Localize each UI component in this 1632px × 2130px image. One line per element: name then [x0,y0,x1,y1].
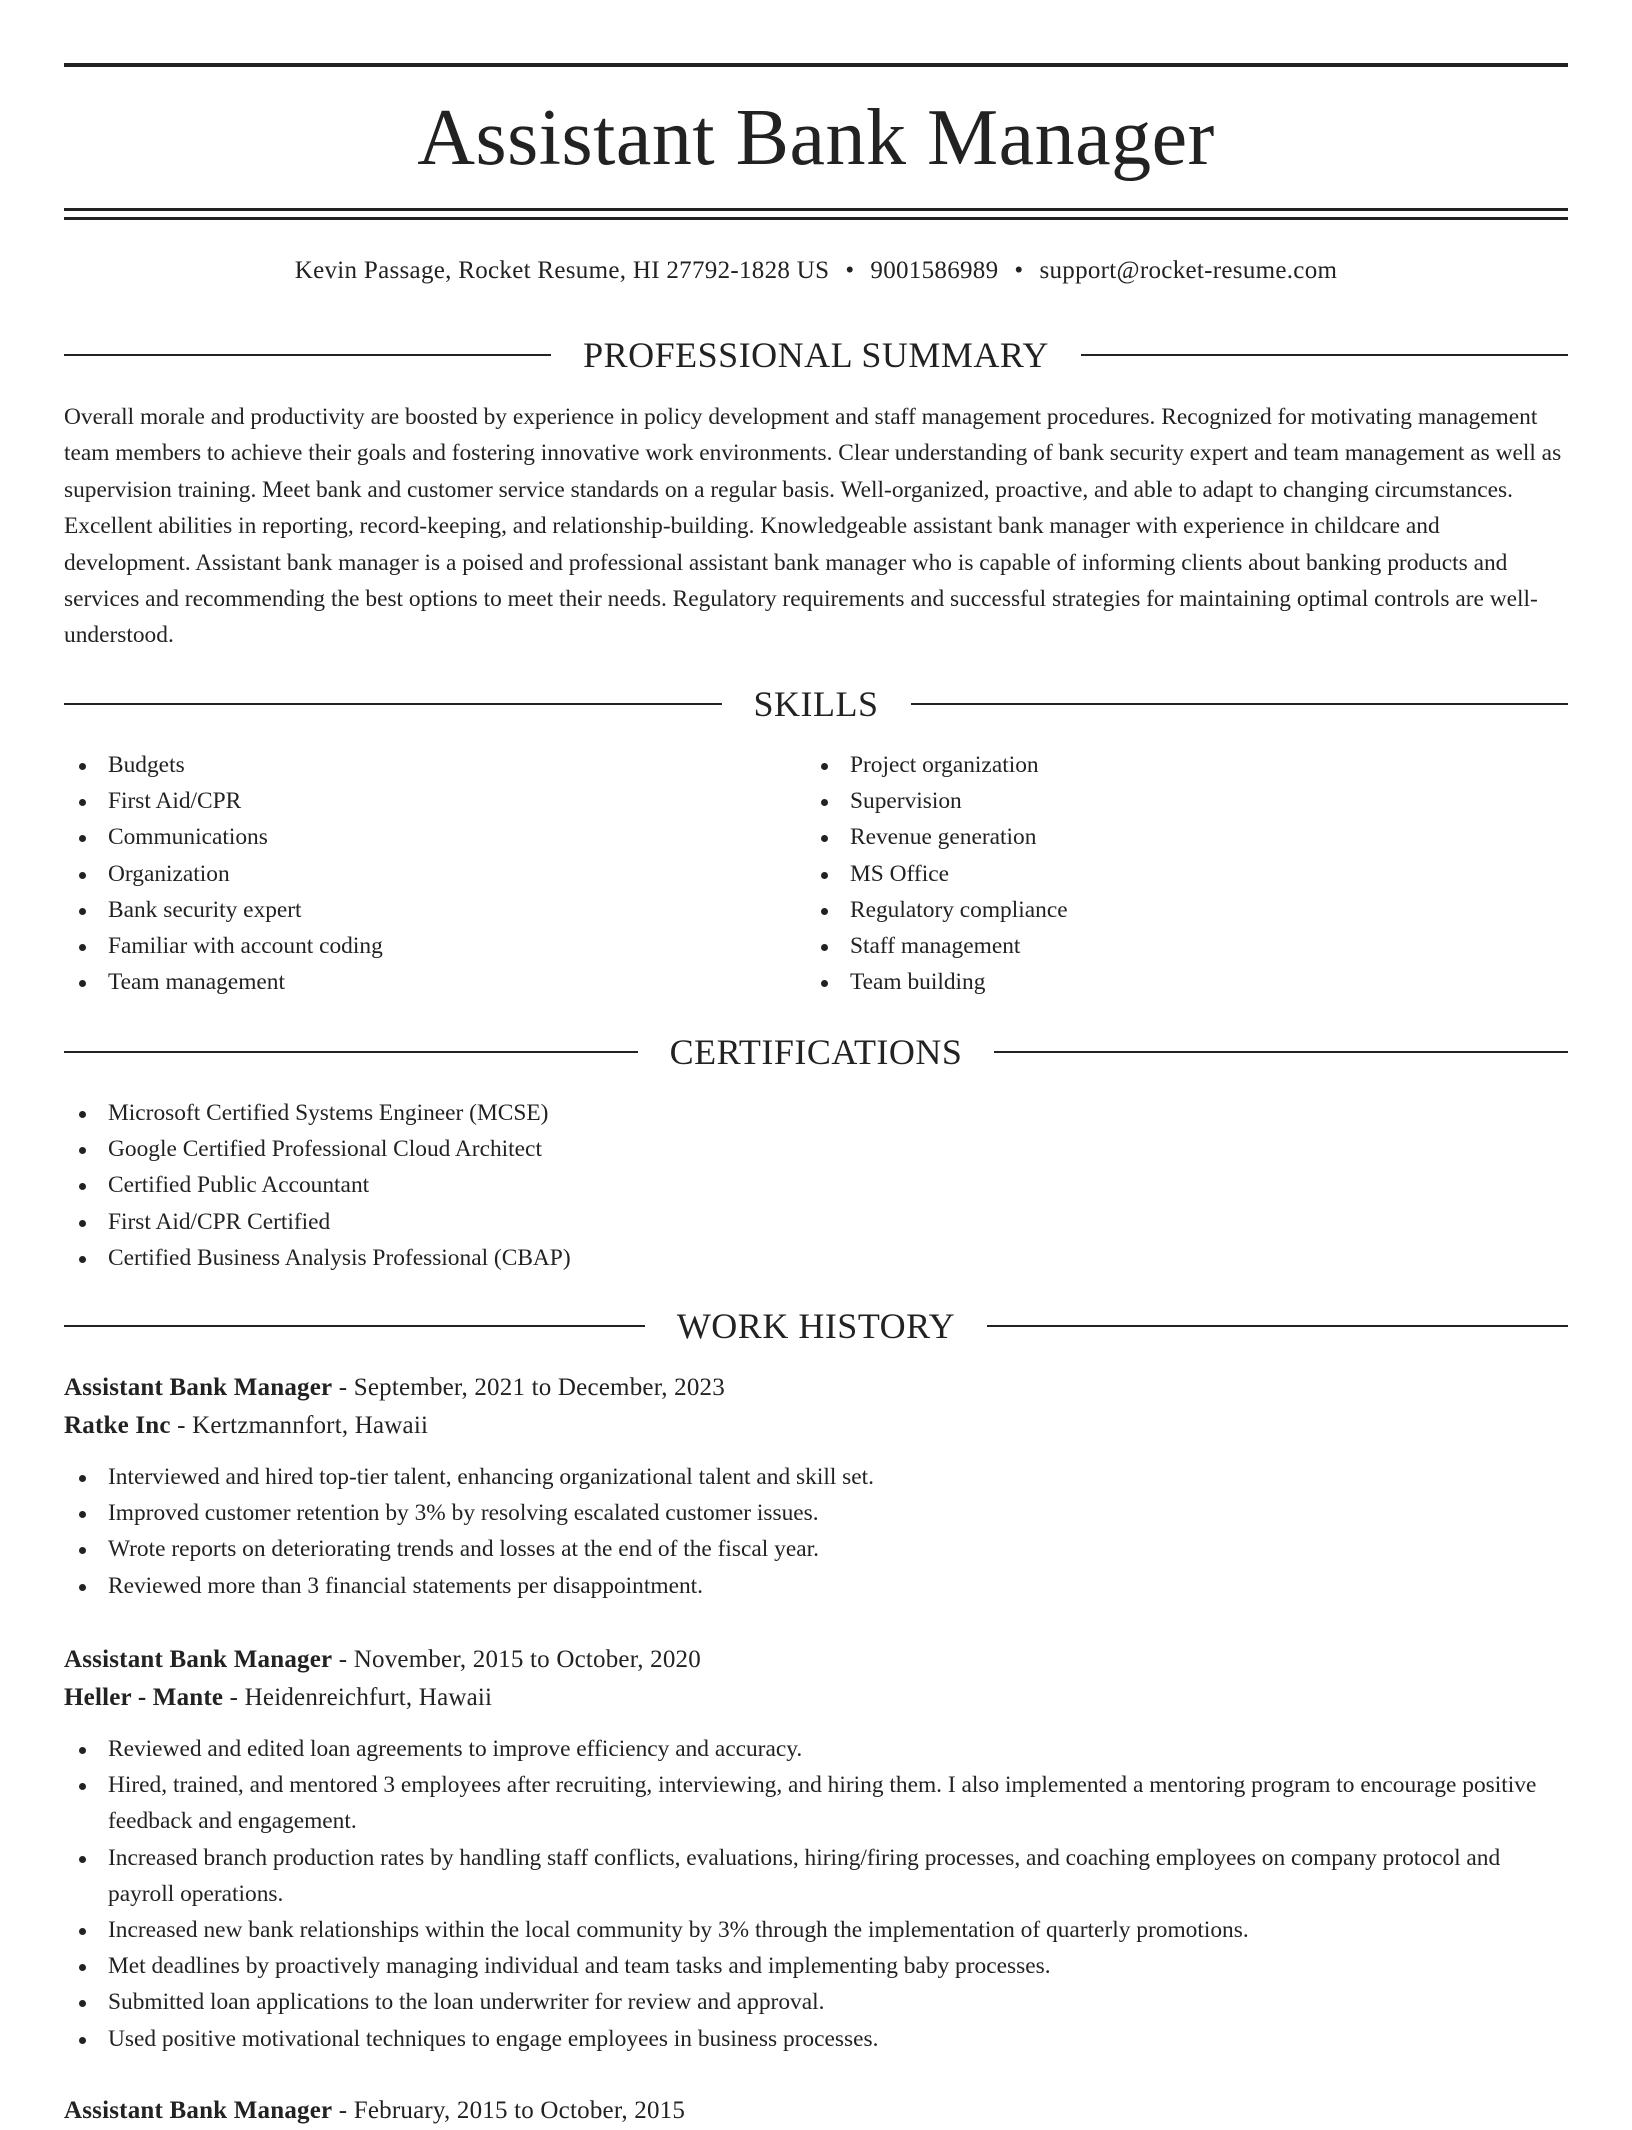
job-company-line [64,1407,1568,1445]
certification-item: First Aid/CPR Certified [64,1204,1568,1240]
contact-separator: • [845,257,855,284]
job-bullet: Met deadlines by proactively managing individual and team tasks and implementing baby processes. [64,1948,1568,1984]
job-bullet: Used positive motivational techniques to engage employees in business processes. [64,2021,1568,2057]
skill-item: Supervision [806,783,1548,819]
skills-column-left [64,747,806,1000]
section-header-certifications [64,1030,1568,1074]
contact-address: Kevin Passage, Rocket Resume, HI 27792-1828 US [294,257,830,284]
job-location: - Kertzmannfort, Hawaii [170,1412,429,1439]
skill-item: Team management [64,964,806,1000]
skill-item: Familiar with account coding [64,928,806,964]
section-header-work-history [64,1304,1568,1348]
skill-item: Project organization [806,747,1548,783]
job-entry [64,1369,1568,1604]
job-bullet: Improved customer retention by 3% by resolving escalated customer issues. [64,1495,1568,1531]
divider-line [994,1051,1568,1053]
job-title: Assistant Bank Manager [64,1646,333,1673]
divider-line [987,1325,1568,1327]
job-location: - Heidenreichfurt, Hawaii [223,1684,493,1711]
skill-item: Team building [806,964,1548,1000]
divider-line [1081,354,1568,356]
job-bullets [64,1731,1568,2057]
section-header-summary [64,333,1568,377]
skills-column-right [806,747,1548,1000]
job-bullet: Submitted loan applications to the loan underwriter for review and approval. [64,1984,1568,2020]
job-entry [64,2092,1568,2130]
job-dates: - November, 2015 to October, 2020 [332,1646,701,1673]
section-title-skills: SKILLS [753,684,879,724]
job-title-line [64,1641,1568,1679]
section-title-certifications: CERTIFICATIONS [669,1032,963,1072]
job-bullet: Wrote reports on deteriorating trends and losses at the end of the fiscal year. [64,1531,1568,1567]
job-company: Heller - Mante [64,1684,224,1711]
skill-item: Communications [64,819,806,855]
job-title: Assistant Bank Manager [64,2097,333,2124]
skill-item: Bank security expert [64,892,806,928]
skill-item: Regulatory compliance [806,892,1548,928]
title-double-rule [64,208,1568,220]
section-title-summary: PROFESSIONAL SUMMARY [583,335,1049,375]
contact-email: support@rocket-resume.com [1039,257,1338,284]
certifications-list [64,1095,1568,1276]
section-header-skills [64,682,1568,726]
skill-item: Budgets [64,747,806,783]
certification-item: Microsoft Certified Systems Engineer (MCSE) [64,1095,1568,1131]
divider-line [911,703,1569,705]
divider-line [64,354,551,356]
divider-line [64,1325,645,1327]
job-dates: - February, 2015 to October, 2015 [332,2097,686,2124]
job-title-line [64,1369,1568,1407]
contact-phone: 9001586989 [870,257,999,284]
job-bullet: Increased new bank relationships within the local community by 3% through the implementation of quarterly promotions. [64,1912,1568,1948]
divider-line [64,1051,638,1053]
section-title-work-history: WORK HISTORY [676,1306,956,1346]
certification-item: Certified Public Accountant [64,1167,1568,1203]
job-entry [64,1641,1568,2057]
job-company-line [64,1679,1568,1717]
skill-item: Organization [64,856,806,892]
certification-item: Certified Business Analysis Professional (CBAP) [64,1240,1568,1276]
job-title-line [64,2092,1568,2130]
certification-item: Google Certified Professional Cloud Architect [64,1131,1568,1167]
top-rule [64,63,1568,67]
contact-line [64,253,1568,289]
job-bullets [64,1459,1568,1604]
certifications-bullets [64,1095,1568,1276]
skill-item: Staff management [806,928,1548,964]
job-dates: - September, 2021 to December, 2023 [332,1374,725,1401]
job-bullet: Reviewed more than 3 financial statements per disappointment. [64,1568,1568,1604]
summary-text: Overall morale and productivity are boosted by experience in policy development and staff management procedures. Recognized for motivating management team members to achieve their goals and fostering innovative work environments. Clear understanding of bank security expert and team management as well as supervision training. Meet bank and customer service standards on a regular basis. Well-organized, proactive, and able to adapt to changing circumstances. Excellent abilities in reporting, record-keeping, and relationship-building. Knowledgeable assistant bank manager with experience in childcare and development. Assistant bank manager is a poised and professional assistant bank manager who is capable of informing clients about banking products and services and recommending the best options to meet their needs. Regulatory requirements and successful strategies for maintaining optimal controls are well-understood. [64,404,1562,649]
skill-item: Revenue generation [806,819,1548,855]
divider-line [64,703,722,705]
skill-item: MS Office [806,856,1548,892]
contact-separator: • [1014,257,1024,284]
job-bullet: Increased branch production rates by handling staff conflicts, evaluations, hiring/firing processes, and coaching employees on company protocol and payroll operations. [64,1840,1568,1912]
resume-title: Assistant Bank Manager [417,94,1215,182]
job-bullet: Interviewed and hired top-tier talent, enhancing organizational talent and skill set. [64,1459,1568,1495]
job-company: Ratke Inc [64,1412,171,1439]
job-bullet: Reviewed and edited loan agreements to improve efficiency and accuracy. [64,1731,1568,1767]
skills-list [64,747,1568,1000]
job-title: Assistant Bank Manager [64,1374,333,1401]
job-bullet: Hired, trained, and mentored 3 employees after recruiting, interviewing, and hiring them. I also implemented a mentoring program to encourage positive feedback and engagement. [64,1767,1568,1839]
skill-item: First Aid/CPR [64,783,806,819]
